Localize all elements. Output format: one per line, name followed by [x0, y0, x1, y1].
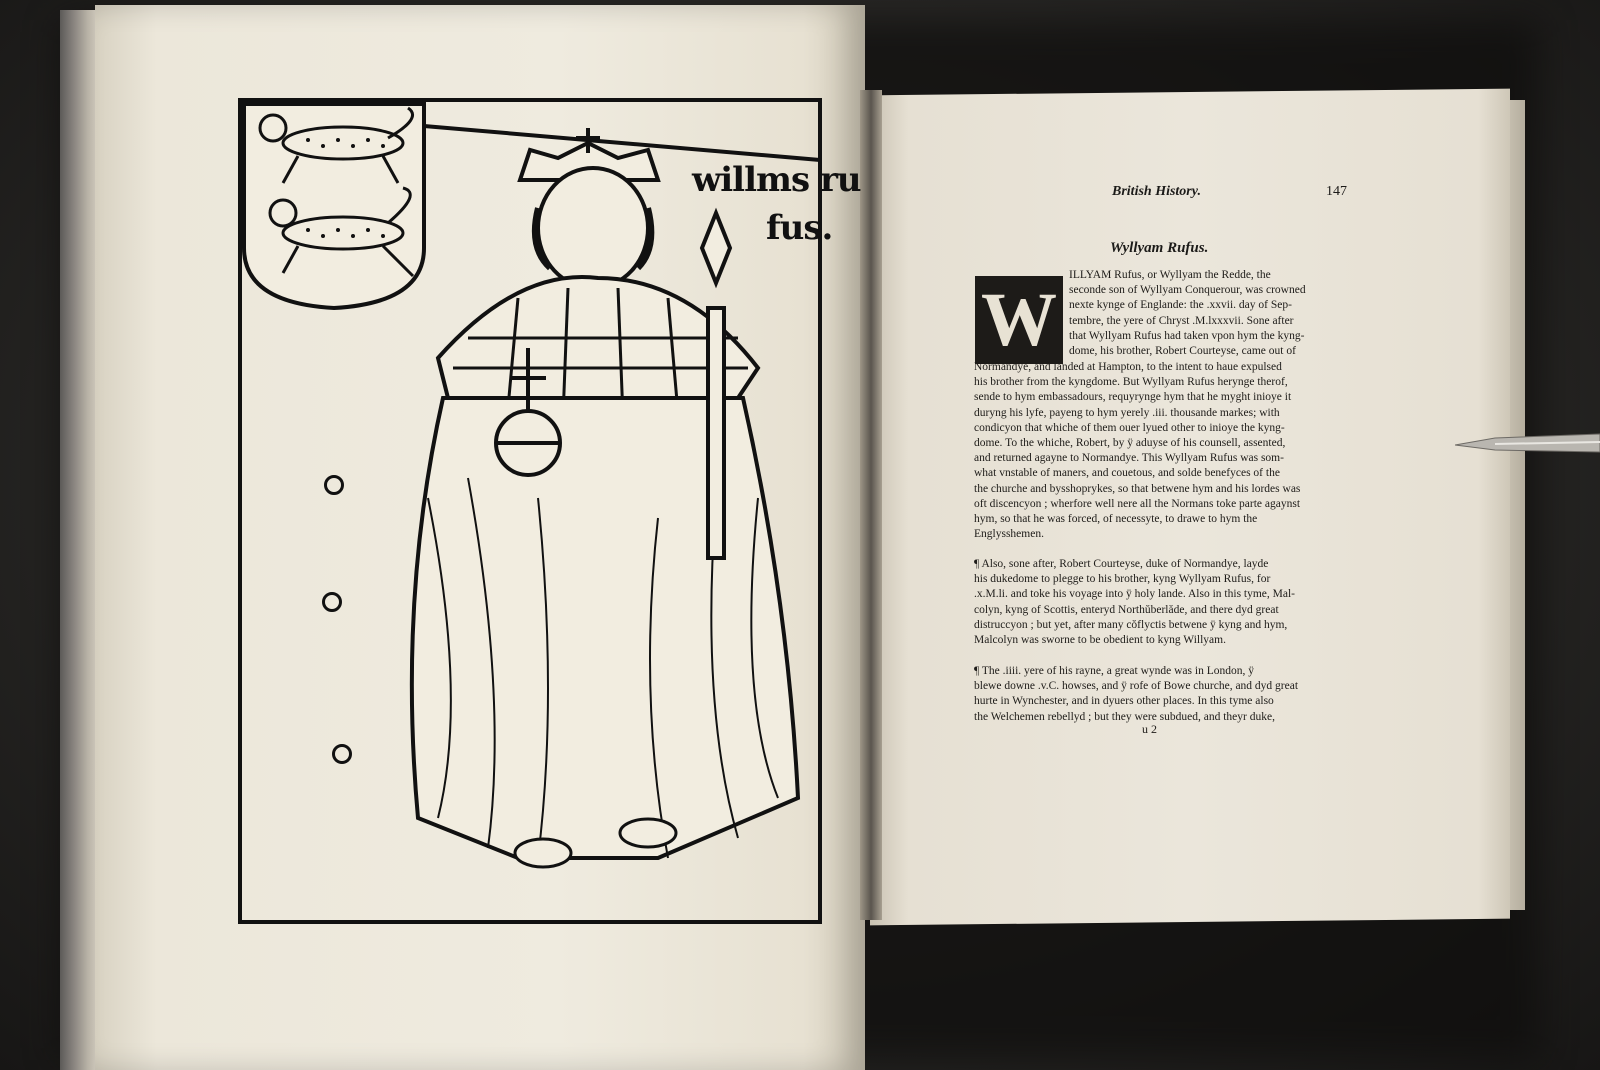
- text-line: Normandye, and landed at Hampton, to the intent to haue expulsed: [974, 361, 1282, 373]
- text-line: duryng his lyfe, payeng to hym yerely .iii. thousande markes; with: [974, 406, 1280, 419]
- scepter-icon: [702, 213, 730, 558]
- dropcap-letter: W: [981, 278, 1057, 362]
- woodcut-illustration: [238, 98, 822, 924]
- book-fore-edge: [60, 10, 100, 1070]
- woodcut-caption-line1: willms ru: [692, 160, 861, 200]
- text-line: the churche and bysshoprykes, so that betwene hym and his lordes was: [974, 482, 1301, 495]
- text-line: blewe downe .v.C. howses, and ÿ rofe of Bowe churche, and dyd great: [974, 680, 1299, 693]
- text-line: that Wyllyam Rufus had taken vpon hym the kyng-: [1069, 329, 1305, 342]
- text-line: the Welchemen rebellyd ; but they were subdued, and theyr duke,: [974, 710, 1275, 723]
- king-head: [538, 168, 648, 288]
- text-line: hym, so that he was forced, of necessyte, to drawe to hym the: [974, 513, 1258, 526]
- text-line: tembre, the yere of Chryst .M.lxxxvii. Sone after: [1069, 314, 1294, 327]
- signature-mark: u 2: [1142, 722, 1157, 736]
- text-line: .x.M.li. and toke his voyage into ÿ holy lande. Also in this tyme, Mal-: [974, 588, 1296, 601]
- text-line: sende to hym embassadours, requyrynge hym that he myght inioye it: [974, 391, 1292, 404]
- text-line: ¶ The .iiii. yere of his rayne, a great wynde was in London, ÿ: [974, 665, 1254, 677]
- text-line: seconde son of Wyllyam Conquerour, was crowned: [1069, 284, 1306, 297]
- text-line: and returned agayne to Normandye. This Wyllyam Rufus was som-: [974, 452, 1284, 465]
- paragraph-1-head: [1069, 268, 1341, 359]
- text-line: colyn, kyng of Scottis, enteryd Northŭberlăde, and there dyd great: [974, 603, 1279, 616]
- metal-pointer-icon: [1455, 430, 1600, 460]
- text-line: ¶ Also, sone after, Robert Courteyse, duke of Normandye, layde: [974, 558, 1269, 570]
- woodcut-drawing: [238, 98, 822, 924]
- royal-robe: [412, 398, 798, 858]
- ring-mark: [324, 475, 344, 495]
- text-line: dome, his brother, Robert Courteyse, came out of: [1069, 345, 1296, 358]
- text-line: condicyon that whiche of them ouer lyued other to inioye the kyng-: [974, 421, 1285, 434]
- ring-mark: [322, 592, 342, 612]
- text-line: his dukedome to plegge to his brother, kyng Wyllyam Rufus, for: [974, 573, 1271, 586]
- paragraph-3: [974, 664, 1338, 725]
- paragraph-2: [974, 557, 1338, 648]
- text-line: his brother from the kyngdome. But Wyllyam Rufus herynge therof,: [974, 376, 1288, 389]
- text-line: oft discencyon ; wherfore well nere all the Normans toke parte agaynst: [974, 497, 1301, 510]
- woodcut-caption-line2: fus.: [766, 208, 833, 248]
- book-gutter: [860, 90, 882, 920]
- text-line: Malcolyn was sworne to be obedient to kyng Willyam.: [974, 634, 1226, 647]
- paragraph-1-body: [974, 360, 1341, 542]
- page-number: 147: [1326, 184, 1347, 199]
- text-line: nexte kynge of Englande: the .xxvii. day of Sep-: [1069, 299, 1292, 312]
- text-line: hurte in Wynchester, and in dyuers other places. In this tyme also: [974, 695, 1274, 708]
- text-line: Englysshemen.: [974, 528, 1044, 541]
- text-line: dome. To the whiche, Robert, by ÿ aduyse of his counsell, assented,: [974, 437, 1286, 450]
- running-head: British History.: [1112, 184, 1201, 199]
- ring-mark: [332, 744, 352, 764]
- text-line: ILLYAM Rufus, or Wyllyam the Redde, the: [1069, 269, 1271, 281]
- text-line: what vnstable of maners, and couetous, and solde benefyces of the: [974, 467, 1280, 480]
- chapter-title: Wyllyam Rufus.: [1110, 240, 1209, 256]
- ornamental-dropcap: [975, 276, 1063, 364]
- text-line: distruccyon ; but yet, after many cŏflyctis betwene ÿ kyng and hym,: [974, 618, 1288, 631]
